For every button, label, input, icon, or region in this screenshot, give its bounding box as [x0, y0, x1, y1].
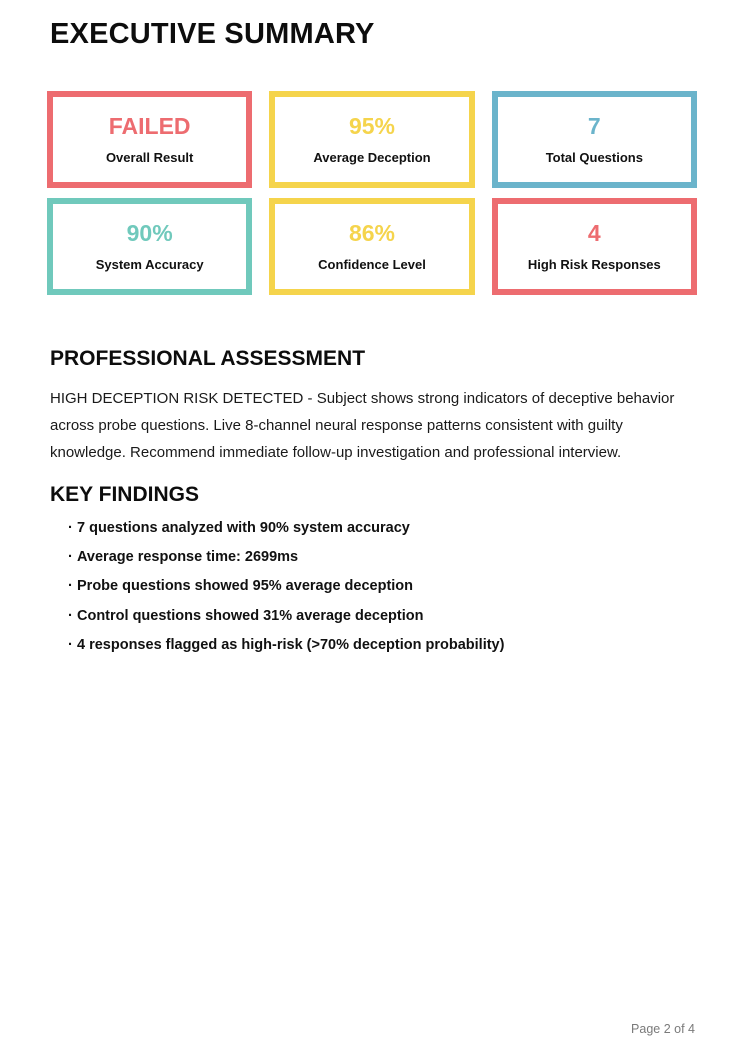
stat-card-overall-result — [47, 91, 252, 188]
finding-text: 7 questions analyzed with 90% system accuracy — [77, 520, 410, 536]
key-findings-heading: KEY FINDINGS — [50, 483, 199, 506]
bullet-marker: · — [68, 636, 73, 653]
stat-value: 90% — [126, 219, 173, 246]
stat-card-system-accuracy — [47, 198, 252, 295]
summary-cards-grid — [47, 91, 697, 295]
stat-value: 7 — [587, 112, 601, 139]
finding-item — [50, 609, 697, 624]
bullet-marker: · — [68, 607, 73, 624]
finding-item — [50, 521, 697, 536]
finding-text: Control questions showed 31% average deception — [77, 607, 424, 624]
stat-label: High Risk Responses — [527, 257, 661, 273]
stat-label: Average Deception — [313, 150, 431, 166]
finding-text: Average response time: 2699ms — [77, 549, 299, 566]
stat-card-high-risk-responses — [492, 198, 697, 295]
finding-item — [50, 579, 697, 594]
stat-value: FAILED — [108, 112, 191, 139]
stat-label: Overall Result — [105, 150, 194, 166]
assessment-heading: PROFESSIONAL ASSESSMENT — [50, 347, 366, 370]
stat-value: 4 — [587, 219, 601, 246]
bullet-marker: · — [68, 578, 73, 595]
stat-label: Total Questions — [545, 150, 643, 166]
page-number: Page 2 of 4 — [631, 1022, 695, 1036]
page-title: EXECUTIVE SUMMARY — [50, 18, 375, 50]
finding-item — [50, 550, 697, 565]
stat-label: Confidence Level — [318, 257, 426, 273]
stat-card-confidence-level — [269, 198, 474, 295]
finding-text: 4 responses flagged as high-risk (>70% deception probability) — [77, 636, 505, 653]
finding-text: Probe questions showed 95% average deception — [77, 578, 414, 595]
bullet-marker: · — [68, 520, 73, 536]
stat-card-average-deception — [269, 91, 474, 188]
bullet-marker: · — [68, 549, 73, 566]
finding-item — [50, 638, 697, 653]
stat-value: 86% — [348, 219, 396, 246]
assessment-body-text: HIGH DECEPTION RISK DETECTED - Subject shows strong indicators of deceptive behavior across probe questions. Live 8-channel neural response patterns consistent with guilty knowledge. Recommend immediate follow-up investigation and professional interview. — [50, 390, 675, 461]
key-findings-list — [50, 521, 697, 653]
stat-value: 95% — [348, 112, 396, 139]
stat-card-total-questions — [492, 91, 697, 188]
stat-label: System Accuracy — [95, 257, 204, 273]
